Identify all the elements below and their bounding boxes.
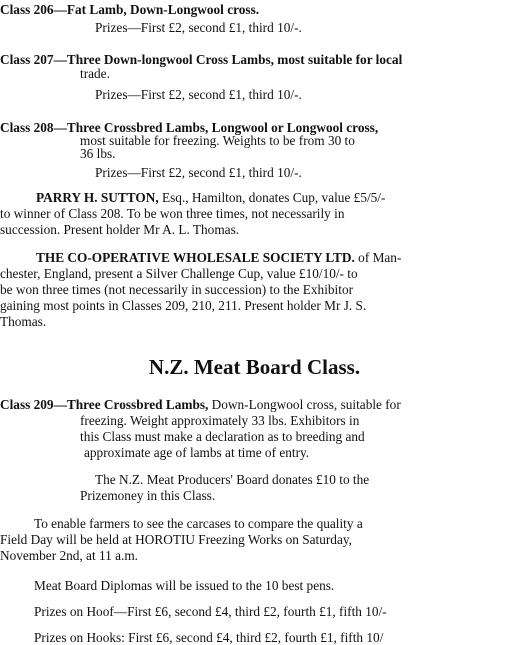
class-209-line-2: freezing. Weight approximately 33 lbs. Exhibitors in bbox=[80, 413, 360, 428]
sutton-donor-name: PARRY H. SUTTON, bbox=[36, 190, 159, 205]
sutton-cup-text: Esq., Hamilton, donates Cup, value £5/5/- bbox=[158, 190, 386, 205]
class-206-prizes: Prizes—First £2, second £1, third 10/-. bbox=[95, 20, 302, 35]
class-208-title: —Three Crossbred Lambs, Longwool or Longwool cross, bbox=[53, 120, 379, 135]
prizes-on-hooks: Prizes on Hooks: First £6, second £4, third £2, fourth £1, fifth 10/ bbox=[34, 630, 384, 645]
sutton-cup-line-2: to winner of Class 208. To be won three times, not necessarily in bbox=[0, 206, 345, 221]
field-day-line-2: Field Day will be held at HOROTIU Freezing Works on Saturday, bbox=[0, 532, 352, 547]
coop-cup-line-4: gaining most points in Classes 209, 210, 211. Present holder Mr J. S. bbox=[0, 298, 367, 313]
class-207-number: Class 207 bbox=[0, 52, 54, 67]
class-208-title-cont: most suitable for freezing. Weights to be from 30 to bbox=[80, 133, 355, 148]
class-207-title: —Three Down-longwool Cross Lambs, most suitable for local bbox=[53, 52, 403, 67]
coop-cup-line-5: Thomas. bbox=[0, 314, 47, 329]
prizes-on-hoof: Prizes on Hoof—First £6, second £4, third £2, fourth £1, fifth 10/- bbox=[34, 604, 387, 619]
class-207-title-cont: trade. bbox=[80, 66, 110, 81]
sutton-cup-line-1 bbox=[36, 190, 385, 205]
class-208-weights: 36 lbs. bbox=[80, 146, 116, 161]
coop-cup-line-2: chester, England, present a Silver Challenge Cup, value £10/10/- to bbox=[0, 266, 358, 281]
class-209-title-line bbox=[0, 397, 401, 412]
coop-cup-line-3: be won three times (not necessarily in succession) to the Exhibitor bbox=[0, 282, 354, 297]
field-day-line-1: To enable farmers to see the carcases to compare the quality a bbox=[34, 516, 363, 531]
section-heading: N.Z. Meat Board Class. bbox=[148, 355, 361, 379]
class-208-prizes: Prizes—First £2, second £1, third 10/-. bbox=[95, 165, 302, 180]
class-209-title: —Three Crossbred Lambs, bbox=[53, 397, 209, 412]
class-209-line-3: this Class must make a declaration as to breeding and bbox=[80, 429, 365, 444]
class-206-title: —Fat Lamb, Down-Longwool cross. bbox=[53, 2, 260, 17]
class-209-number: Class 209 bbox=[0, 397, 54, 412]
class-207-title-line bbox=[0, 52, 402, 67]
coop-donor-name: THE CO-OPERATIVE WHOLESALE SOCIETY LTD. bbox=[36, 250, 355, 265]
class-209-line-4: approximate age of lambs at time of entry. bbox=[84, 445, 310, 460]
class-207-prizes: Prizes—First £2, second £1, third 10/-. bbox=[95, 87, 302, 102]
class-208-number: Class 208 bbox=[0, 120, 54, 135]
class-206-title-line bbox=[0, 2, 259, 17]
coop-cup-line-1 bbox=[36, 250, 401, 265]
class-209-title-rest: Down-Longwool cross, suitable for bbox=[208, 397, 401, 412]
diplomas-line: Meat Board Diplomas will be issued to the 10 best pens. bbox=[34, 578, 335, 593]
field-day-line-3: November 2nd, at 11 a.m. bbox=[0, 548, 138, 563]
coop-cup-text: of Man- bbox=[354, 250, 402, 265]
meat-board-donation-line-1: The N.Z. Meat Producers' Board donates £10 to the bbox=[95, 472, 370, 487]
meat-board-donation-line-2: Prizemoney in this Class. bbox=[80, 488, 216, 503]
sutton-cup-line-3: succession. Present holder Mr A. L. Thomas. bbox=[0, 222, 240, 237]
class-206-number: Class 206 bbox=[0, 2, 54, 17]
